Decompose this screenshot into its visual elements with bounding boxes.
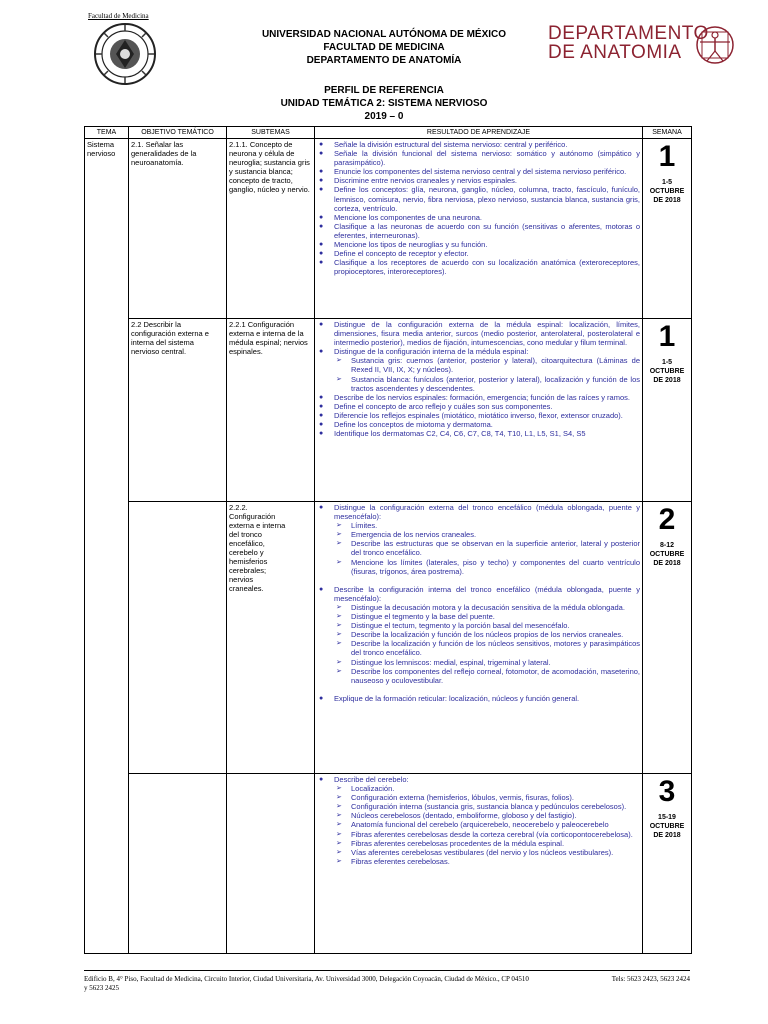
- sub-list-item-text: Fibras aferentes cerebelosas procedentes de la médula espinal.: [351, 838, 565, 848]
- list-item-text: Enuncie los componentes del sistema nervioso central y del sistema nervioso periférico.: [334, 167, 627, 177]
- bullet-icon: ●: [319, 222, 324, 230]
- sub-list-item-text: Distingue los lemniscos: medial, espinal, trigeminal y lateral.: [351, 657, 551, 667]
- sub-list-item-text: Sustancia gris: cuernos (anterior, posterior y lateral), citoarquitectura (Láminas de Rexed II, VII, IX, X; y núcleos).: [351, 356, 640, 375]
- bullet-icon: ●: [319, 504, 324, 511]
- list-item-text: Señale la división estructural del sistema nervioso: central y periférico.: [334, 140, 568, 149]
- sub-list: [334, 521, 640, 576]
- list-spacer: [317, 685, 640, 694]
- week-number: 2: [658, 503, 676, 536]
- list-item: [317, 411, 640, 420]
- bullet-icon: ●: [319, 250, 324, 258]
- learning-outcomes-list: [317, 775, 640, 866]
- list-item: [317, 213, 640, 222]
- list-item: [317, 402, 640, 411]
- week-dates: 15-19: [658, 814, 676, 821]
- arrow-bullet-icon: ➢: [336, 522, 342, 530]
- list-item-text: Define el concepto de arco reflejo y cuáles son sus componentes.: [334, 401, 553, 411]
- bullet-icon: ●: [319, 585, 324, 593]
- learning-outcomes-list: [317, 320, 640, 438]
- sub-list-item-text: Describe las estructuras que se observan en la superficie anterior, lateral y posterior del tronco encefálico.: [351, 539, 640, 558]
- arrow-bullet-icon: ➢: [336, 794, 342, 802]
- arrow-bullet-icon: ➢: [336, 622, 342, 630]
- list-item: [317, 429, 640, 438]
- arrow-bullet-icon: ➢: [336, 839, 342, 847]
- vitruvian-man-icon: [694, 24, 736, 66]
- week-dates: 1-5: [661, 359, 673, 366]
- list-item: [317, 240, 640, 249]
- bullet-icon: ●: [319, 393, 324, 401]
- cell-objetivo: [129, 774, 227, 954]
- cell-resultados: [315, 774, 643, 954]
- sub-list-item: [334, 857, 640, 866]
- sub-list-item-text: Emergencia de los nervios craneales.: [351, 530, 477, 540]
- bullet-icon: ●: [319, 213, 324, 221]
- bullet-icon: ●: [319, 421, 324, 429]
- sub-list-item: [334, 539, 640, 557]
- bullet-icon: ●: [319, 177, 324, 185]
- bullet-icon: ●: [319, 321, 324, 328]
- dept-logo-word1: DEPARTAMENTO: [548, 23, 709, 44]
- faculty-tag: Facultad de Medicina: [88, 12, 149, 20]
- dept-logo-word2: DE ANATOMIA: [548, 42, 682, 63]
- cell-semana: [643, 139, 692, 319]
- col-header-semana: SEMANA: [643, 127, 692, 139]
- table-header-row: [85, 127, 692, 139]
- sub-list-item: [334, 530, 640, 539]
- arrow-bullet-icon: ➢: [336, 640, 342, 648]
- list-item: [317, 420, 640, 429]
- sub-list-item-text: Distingue el tegmento y la base del puente.: [351, 612, 495, 622]
- sub-list-item-text: Fibras eferentes cerebelosas.: [351, 856, 450, 866]
- footer-phones-cont: y 5623 2425: [84, 984, 119, 992]
- arrow-bullet-icon: ➢: [336, 812, 342, 820]
- list-item-text: Describe la configuración interna del tronco encefálico (médula oblongada, puente y mesencéfalo):: [334, 584, 640, 603]
- reference-profile-table: [84, 126, 692, 954]
- cell-semana: [643, 319, 692, 502]
- cell-resultados: [315, 139, 643, 319]
- list-spacer: [317, 576, 640, 585]
- learning-outcomes-list: [317, 503, 640, 703]
- sub-list-item: [334, 356, 640, 374]
- profile-title: PERFIL DE REFERENCIA: [324, 85, 444, 96]
- bullet-icon: ●: [319, 776, 324, 783]
- institution-header: [200, 28, 568, 67]
- sub-list: [334, 356, 640, 392]
- list-item: [317, 585, 640, 685]
- sub-list-item: [334, 848, 640, 857]
- cell-objetivo: 2.1. Señalar las generalidades de la neuroanatomía.: [129, 139, 227, 319]
- sub-list-item-text: Localización.: [351, 784, 395, 794]
- cell-subtema: 2.2.1 Configuración externa e interna de la médula espinal; nervios espinales.: [227, 319, 315, 502]
- sub-list-item-text: Describe la localización y función de los núcleos sensitivos, motores y parasimpáticos del tronco encefálico.: [351, 639, 640, 658]
- list-item: [317, 694, 640, 703]
- sub-list-item-text: Sustancia blanca: funículos (anterior, posterior y lateral), localización y función de los tractos ascendentes y descendentes.: [351, 374, 640, 393]
- bullet-icon: ●: [319, 348, 324, 356]
- list-item-text: Discrimine entre nervios craneales y nervios espinales.: [334, 176, 517, 186]
- cell-tema: Sistema nervioso: [85, 139, 129, 954]
- sub-list-item: [334, 820, 640, 829]
- list-item-text: Define los conceptos: glía, neurona, ganglio, núcleo, columna, tracto, fascículo, funículo, lemnisco, comisura, nervio, fibra nerviosa, plexo nervioso, sustancia blanca, sustancia gris, corteza, ventrículo.: [334, 185, 640, 213]
- bullet-icon: ●: [319, 241, 324, 249]
- sub-list: [334, 603, 640, 685]
- sub-list-item-text: Límites.: [351, 521, 378, 531]
- sub-list-item: [334, 811, 640, 820]
- week-dates: 8-12: [659, 542, 674, 549]
- week-month: OCTUBRE DE 2018: [649, 368, 685, 384]
- list-item: [317, 222, 640, 240]
- col-header-tema: TEMA: [85, 127, 129, 139]
- footer-divider: [84, 970, 690, 971]
- arrow-bullet-icon: ➢: [336, 375, 342, 383]
- list-item: [317, 347, 640, 392]
- footer-phones: Tels: 5623 2423, 5623 2424: [611, 975, 690, 983]
- sub-list-item: [334, 603, 640, 612]
- list-item-text: Define el concepto de receptor y efector.: [334, 249, 469, 259]
- bullet-icon: ●: [319, 186, 324, 194]
- week-number: 1: [658, 320, 676, 353]
- footer-address: Edificio B, 4° Piso, Facultad de Medicina, Circuito Interior, Ciudad Universitaria, Av. Universidad 3000, Delegación Coyoacán, Ciudad de México., CP 04510: [84, 975, 529, 983]
- sub-list-item: [334, 630, 640, 639]
- list-item-text: Señale la división funcional del sistema nervioso: somático y autónomo (simpático y parasimpático).: [334, 149, 640, 168]
- list-item: [317, 167, 640, 176]
- week-month: OCTUBRE DE 2018: [649, 188, 685, 204]
- arrow-bullet-icon: ➢: [336, 857, 342, 865]
- arrow-bullet-icon: ➢: [336, 603, 342, 611]
- sub-list-item-text: Anatomía funcional del cerebelo (arquicerebelo, neocerebelo y paleocerebelo: [351, 820, 609, 830]
- bullet-icon: ●: [319, 168, 324, 176]
- week-number: 3: [658, 775, 676, 808]
- list-item: [317, 149, 640, 167]
- list-item: [317, 503, 640, 576]
- bullet-icon: ●: [319, 694, 324, 702]
- week-number: 1: [658, 140, 676, 173]
- cell-objetivo: 2.2 Describir la configuración externa e interna del sistema nervioso central.: [129, 319, 227, 502]
- cell-objetivo: [129, 502, 227, 774]
- sub-list-item-text: Describe la localización y función de los núcleos propios de los nervios craneales.: [351, 630, 624, 640]
- sub-list-item-text: Describe los componentes del reflejo corneal, fotomotor, de acomodación, maseterino, nauseoso y oculovestibular.: [351, 666, 640, 685]
- sub-list-item: [334, 639, 640, 657]
- list-item-text: Distingue de la configuración externa de la médula espinal: localización, límites, dimensiones, fisura media anterior, surcos (medio posterior, anterolateral, posterolateral e intermedio posterior), medios de fijación, intumescencias, cono medular y filum terminal.: [334, 320, 640, 348]
- footer: [84, 975, 690, 993]
- sub-list-item: [334, 521, 640, 530]
- sub-list-item: [334, 793, 640, 802]
- sub-list-item-text: Mencione los límites (laterales, piso y techo) y componentes del cuarto ventrículo (fisuras, trígonos, área postrema).: [351, 557, 640, 576]
- sub-list-item-text: Distingue el tectum, tegmento y la porción basal del mesencéfalo.: [351, 621, 570, 631]
- sub-list-item: [334, 667, 640, 685]
- arrow-bullet-icon: ➢: [336, 357, 342, 365]
- period-label: 2019 – 0: [364, 111, 404, 122]
- list-item: [317, 176, 640, 185]
- table-row: [85, 774, 692, 954]
- bullet-icon: ●: [319, 430, 324, 438]
- arrow-bullet-icon: ➢: [336, 658, 342, 666]
- sub-list-item: [334, 784, 640, 793]
- list-item: [317, 140, 640, 149]
- list-item-text: Explique de la formación reticular: localización, núcleos y función general.: [334, 693, 580, 703]
- sub-list-item: [334, 839, 640, 848]
- list-item-text: Mencione los componentes de una neurona.: [334, 212, 483, 222]
- arrow-bullet-icon: ➢: [336, 785, 342, 793]
- bullet-icon: ●: [319, 402, 324, 410]
- arrow-bullet-icon: ➢: [336, 821, 342, 829]
- department-logo: [548, 24, 738, 64]
- sub-list-item: [334, 558, 640, 576]
- arrow-bullet-icon: ➢: [336, 667, 342, 675]
- col-header-subtemas: SUBTEMAS: [227, 127, 315, 139]
- table-row: [85, 139, 692, 319]
- sub-list-item: [334, 612, 640, 621]
- arrow-bullet-icon: ➢: [336, 558, 342, 566]
- arrow-bullet-icon: ➢: [336, 631, 342, 639]
- sub-list-item: [334, 830, 640, 839]
- list-item: [317, 185, 640, 212]
- document-title: [200, 84, 568, 123]
- sub-list-item: [334, 621, 640, 630]
- list-item-text: Define los conceptos de miotoma y dermatoma.: [334, 420, 493, 430]
- list-item: [317, 320, 640, 347]
- sub-list-item: [334, 802, 640, 811]
- cell-semana: [643, 502, 692, 774]
- list-item-text: Identifique los dermatomas C2, C4, C6, C7, C8, T4, T10, L1, L5, S1, S4, S5: [334, 429, 586, 439]
- list-item-text: Clasifique a los receptores de acuerdo con su localización anatómica (exteroreceptores, propioceptores, interoreceptores).: [334, 258, 640, 277]
- sub-list-item-text: Configuración interna (sustancia gris, sustancia blanca y pedúnculos cerebelosos).: [351, 802, 627, 812]
- list-item-text: Mencione los tipos de neuroglias y su función.: [334, 240, 488, 250]
- week-month: OCTUBRE DE 2018: [649, 823, 685, 839]
- faculty-name: FACULTAD DE MEDICINA: [323, 42, 445, 53]
- cell-subtema: [227, 774, 315, 954]
- cell-subtema: 2.2.2. Configuración externa e interna del tronco encefálico, cerebelo y hemisferios cerebrales; nervios craneales.: [227, 502, 315, 774]
- arrow-bullet-icon: ➢: [336, 848, 342, 856]
- list-item-text: Describe del cerebelo:: [334, 775, 409, 784]
- bullet-icon: ●: [319, 141, 324, 148]
- cell-resultados: [315, 502, 643, 774]
- cell-subtema: 2.1.1. Concepto de neurona y célula de neuroglia; sustancia gris y sustancia blanca; concepto de tracto, ganglio, núcleo y nervio.: [227, 139, 315, 319]
- sub-list-item: [334, 375, 640, 393]
- col-header-resultado: RESULTADO DE APRENDIZAJE: [315, 127, 643, 139]
- faculty-logo: [88, 12, 164, 86]
- sub-list-item-text: Distingue la decusación motora y la decusación sensitiva de la médula oblongada.: [351, 602, 625, 612]
- sub-list: [334, 784, 640, 866]
- faculty-seal-icon: [88, 22, 162, 86]
- arrow-bullet-icon: ➢: [336, 531, 342, 539]
- list-item-text: Diferencie los reflejos espinales (miotático, miotático inverso, flexor, extensor cruzado).: [334, 410, 623, 420]
- arrow-bullet-icon: ➢: [336, 803, 342, 811]
- table-row: [85, 319, 692, 502]
- sub-list-item-text: Vías aferentes cerebelosas vestibulares (del nervio y los núcleos vestibulares).: [351, 847, 614, 857]
- list-item-text: Distingue la configuración externa del tronco encefálico (médula oblongada, puente y mesencéfalo):: [334, 503, 640, 522]
- list-item-text: Clasifique a las neuronas de acuerdo con su función (sensitivas o aferentes, motoras o eferentes, interneuronas).: [334, 221, 640, 240]
- list-item-text: Describe de los nervios espinales: formación, emergencia; función de las raíces y ramos.: [334, 392, 630, 402]
- bullet-icon: ●: [319, 411, 324, 419]
- arrow-bullet-icon: ➢: [336, 613, 342, 621]
- cell-resultados: [315, 319, 643, 502]
- table-row: [85, 502, 692, 774]
- week-month: OCTUBRE DE 2018: [649, 551, 685, 567]
- col-header-objetivo: OBJETIVO TEMÁTICO: [129, 127, 227, 139]
- list-item: [317, 249, 640, 258]
- week-dates: 1-5: [661, 179, 673, 186]
- sub-list-item-text: Fibras aferentes cerebelosas desde la corteza cerebral (vía corticopontocerebelosa).: [351, 829, 633, 839]
- bullet-icon: ●: [319, 259, 324, 267]
- arrow-bullet-icon: ➢: [336, 830, 342, 838]
- list-item: [317, 775, 640, 866]
- arrow-bullet-icon: ➢: [336, 540, 342, 548]
- sub-list-item-text: Configuración externa (hemisferios, lóbulos, vermis, fisuras, folios).: [351, 793, 575, 803]
- list-item: [317, 393, 640, 402]
- unit-title: UNIDAD TEMÁTICA 2: SISTEMA NERVIOSO: [280, 98, 488, 109]
- department-name: DEPARTAMENTO DE ANATOMÍA: [306, 55, 462, 66]
- list-item: [317, 258, 640, 276]
- learning-outcomes-list: [317, 140, 640, 276]
- sub-list-item-text: Núcleos cerebelosos (dentado, emboliforme, globoso y del fastigio).: [351, 811, 577, 821]
- sub-list-item: [334, 658, 640, 667]
- list-item-text: Distingue de la configuración interna de la médula espinal:: [334, 347, 529, 357]
- university-name: UNIVERSIDAD NACIONAL AUTÓNOMA DE MÉXICO: [261, 29, 507, 40]
- bullet-icon: ●: [319, 150, 324, 158]
- cell-semana: [643, 774, 692, 954]
